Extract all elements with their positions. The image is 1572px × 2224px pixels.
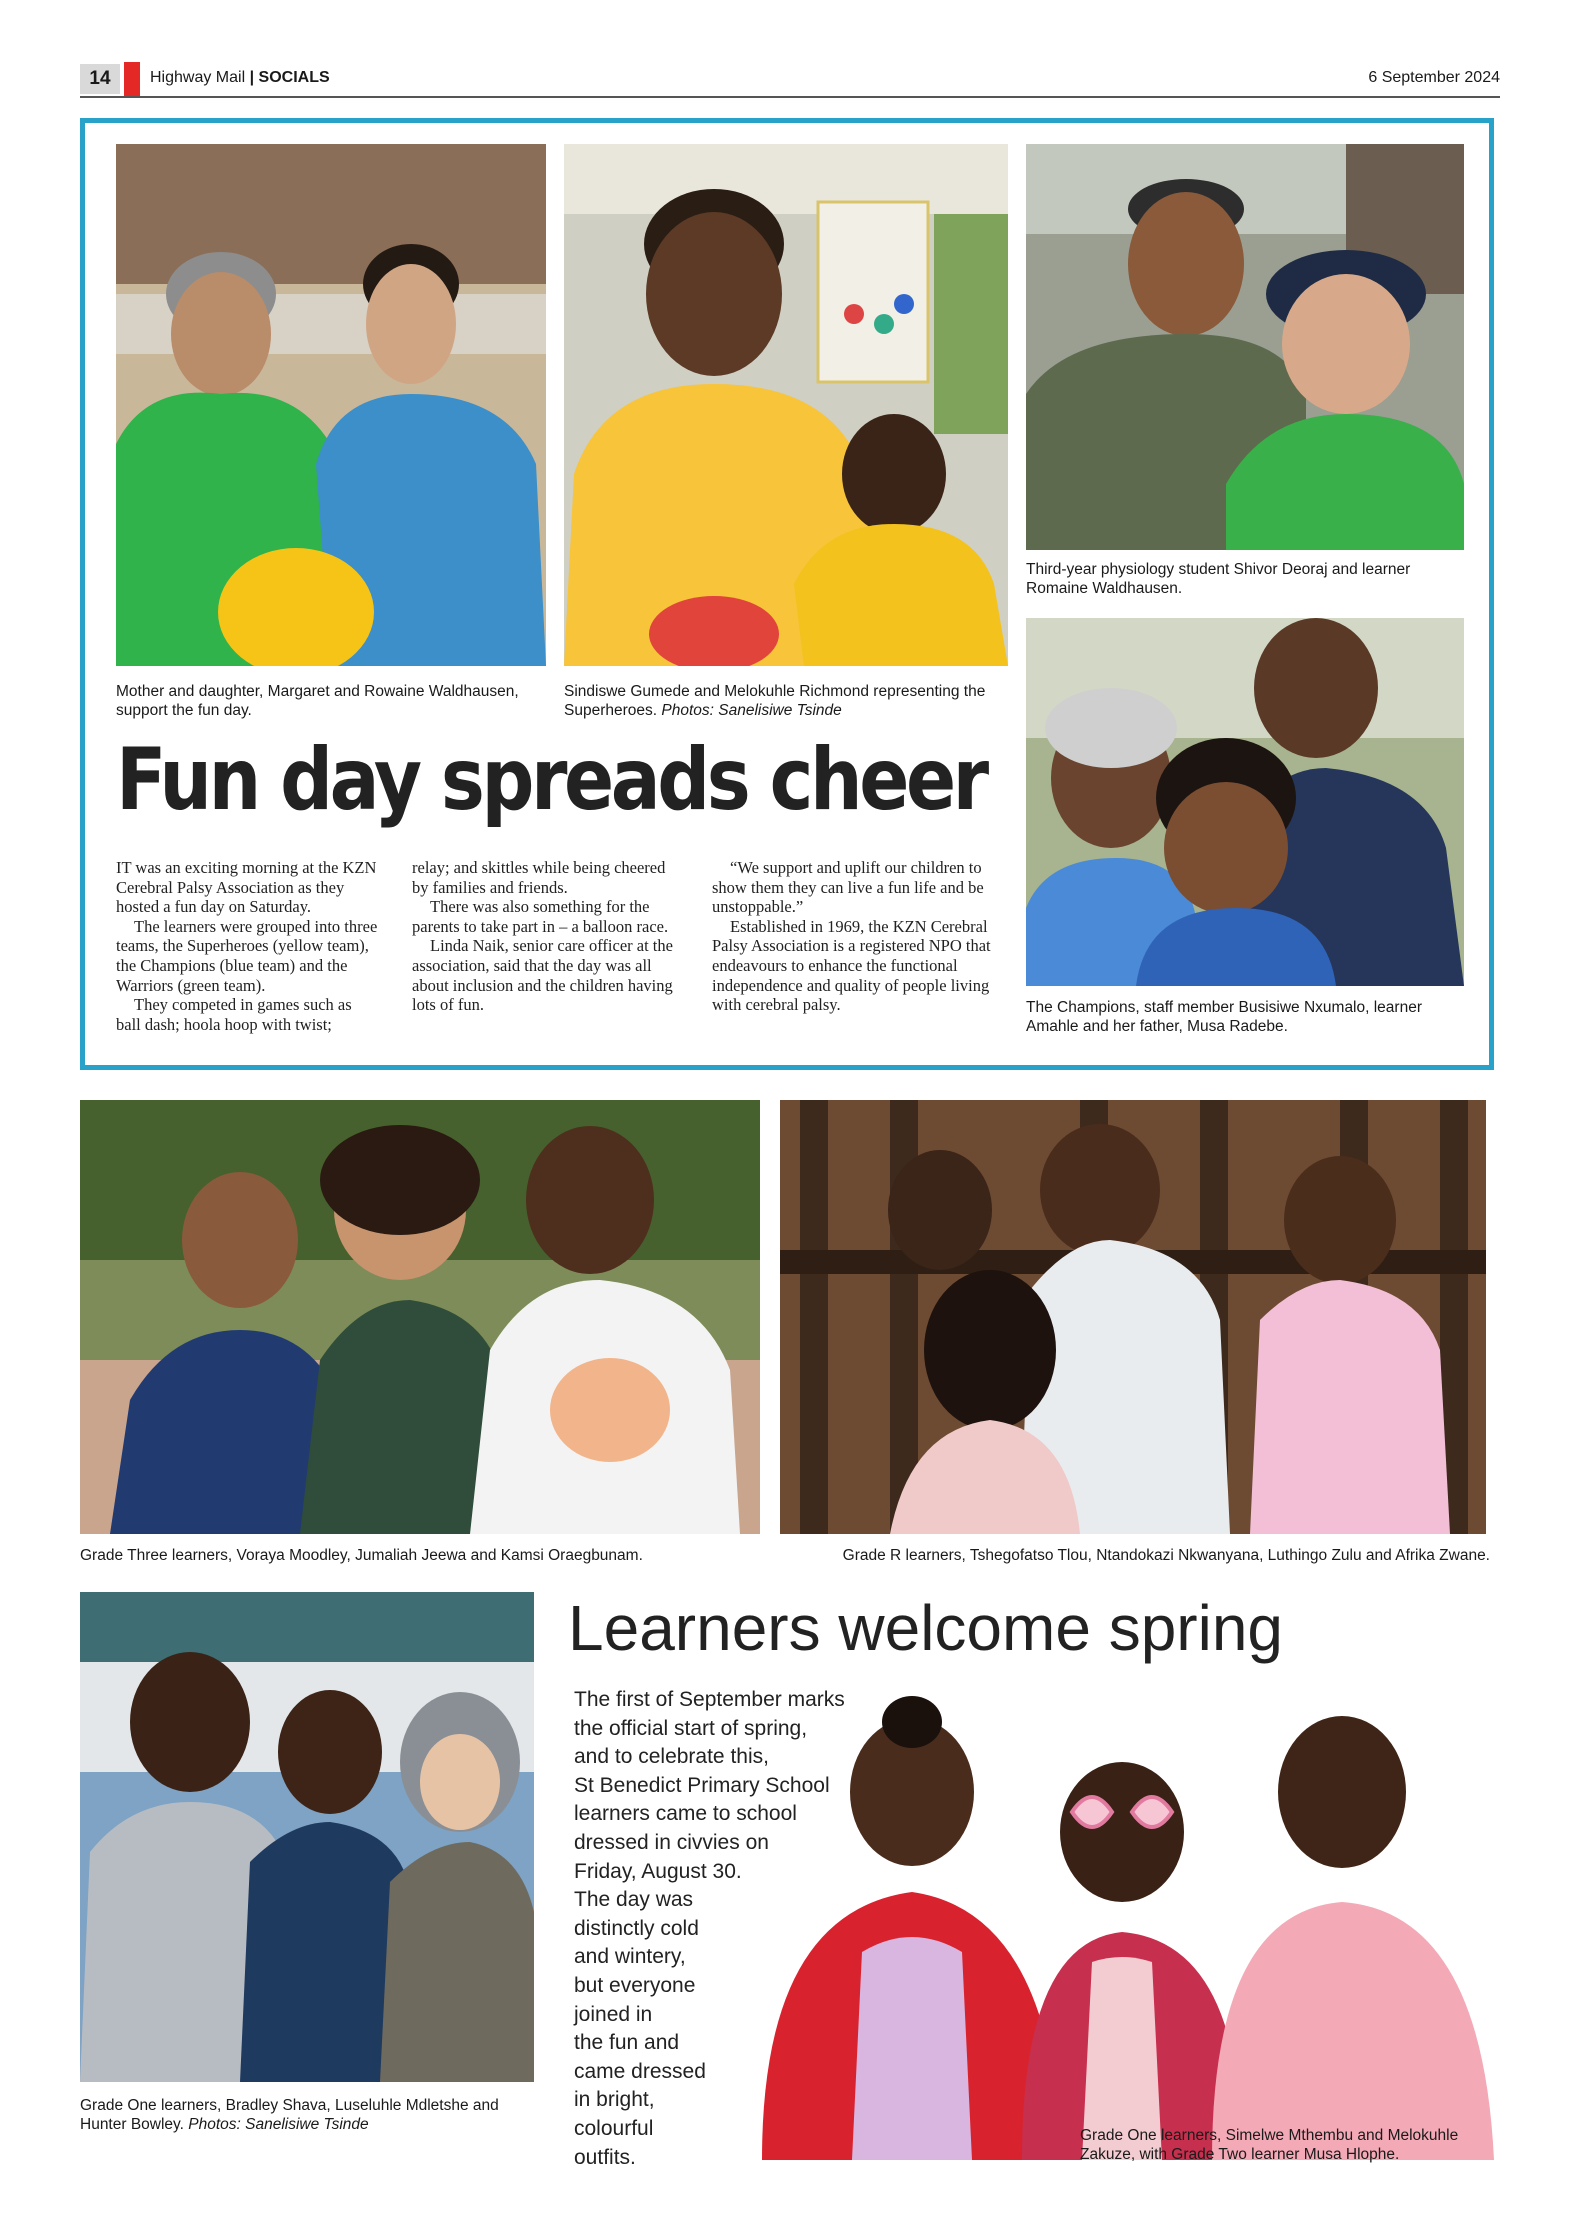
caption-superheroes-text: Sindiswe Gumede and Melokuhle Richmond representing the Superheroes. <box>564 683 986 719</box>
photo-grade-one-boys <box>80 1592 534 2082</box>
paragraph: There was also something for the parents to take part in – a balloon race. <box>412 897 669 936</box>
photo-credit: Photos: Sanelisiwe Tsinde <box>661 702 842 719</box>
spring-body-line: The first of September marks <box>574 1688 845 1711</box>
paragraph: The learners were grouped into three teams, the Superheroes (yellow team), the Champions (blue team) and the Warriors (green team). <box>116 916 378 995</box>
caption-grade-three: Grade Three learners, Voraya Moodley, Jumaliah Jeewa and Kamsi Oraegbunam. <box>80 1547 643 1564</box>
spring-body-line: and wintery, <box>574 1945 686 1969</box>
caption-grade-r: Grade R learners, Tshegofatso Tlou, Ntandokazi Nkwanyana, Luthingo Zulu and Afrika Zwane. <box>842 1547 1490 1564</box>
spring-body-line: and to celebrate this, <box>574 1745 769 1769</box>
spring-headline: Learners welcome spring <box>568 1592 1283 1664</box>
spring-body-line: distinctly cold <box>574 1916 699 1940</box>
paragraph: Established in 1969, the KZN Cerebral Palsy Association is a registered NPO that endeavours to enhance the functional independence and quality of people living with cerebral palsy. <box>712 916 991 1015</box>
caption-mother-daughter: Mother and daughter, Margaret and Rowaine Waldhausen, support the fun day. <box>116 683 519 719</box>
caption-grade-one-boys-text: Grade One learners, Bradley Shava, Luseluhle Mdletshe and Hunter Bowley. <box>80 2097 499 2133</box>
photo-physiology-student <box>1026 144 1464 550</box>
caption-physiology-student: Third-year physiology student Shivor Deoraj and learner Romaine Waldhausen. <box>1026 561 1411 597</box>
caption-grade-one-girls: Grade One learners, Simelwe Mthembu and Melokuhle Zakuze, with Grade Two learner Musa Hlophe. <box>1080 2127 1459 2163</box>
spring-body-line: in bright, <box>574 2088 655 2112</box>
spring-body-line: dressed in civvies on <box>574 1830 769 1854</box>
spring-body-line: came dressed <box>574 2059 706 2083</box>
spring-body-line: outfits. <box>574 2145 636 2169</box>
photo-champions <box>1026 618 1464 986</box>
paragraph: “We support and uplift our children to show them they can live a fun life and be unstoppable.” <box>712 858 984 917</box>
caption-superheroes <box>564 682 1008 720</box>
photo-grade-three <box>80 1100 760 1534</box>
spring-body-line: St Benedict Primary School <box>574 1773 830 1797</box>
publication-name: Highway Mail <box>150 69 246 86</box>
feature-headline: Fun day spreads cheer <box>116 730 986 830</box>
section-name: SOCIALS <box>258 69 330 86</box>
photo-credit: Photos: Sanelisiwe Tsinde <box>188 2116 369 2133</box>
running-head: Highway Mail | SOCIALS <box>150 69 330 86</box>
article-column-1 <box>116 858 380 1034</box>
section-marker <box>124 62 140 96</box>
spring-body-line: colourful <box>574 2116 654 2140</box>
spring-body-line: joined in <box>574 2002 653 2026</box>
paragraph: relay; and skittles while being cheered by families and friends. <box>412 858 666 897</box>
spring-body-line: the official start of spring, <box>574 1716 808 1740</box>
article-column-2 <box>412 858 680 1015</box>
spring-body-line: learners came to school <box>574 1802 797 1826</box>
spring-body-line: Friday, August 30. <box>574 1859 742 1883</box>
paragraph: They competed in games such as ball dash; hoola hoop with twist; <box>116 995 352 1034</box>
paragraph: Linda Naik, senior care officer at the association, said that the day was all about inclusion and the children having lots of fun. <box>412 936 673 1015</box>
spring-article-body <box>574 1686 894 2172</box>
spring-body-line: but everyone <box>574 1973 696 1997</box>
article-column-3 <box>712 858 998 1015</box>
spring-body-line: The day was <box>574 1888 694 1912</box>
spring-body-line: the fun and <box>574 2031 680 2055</box>
paragraph: IT was an exciting morning at the KZN Cerebral Palsy Association as they hosted a fun day on Saturday. <box>116 858 377 917</box>
header-rule <box>80 96 1500 98</box>
caption-champions: The Champions, staff member Busisiwe Nxumalo, learner Amahle and her father, Musa Radebe. <box>1026 999 1422 1035</box>
issue-date: 6 September 2024 <box>1368 69 1500 86</box>
photo-mother-daughter <box>116 144 546 666</box>
caption-grade-one-boys <box>80 2096 540 2134</box>
page-number: 14 <box>80 64 120 94</box>
photo-superheroes <box>564 144 1008 666</box>
photo-grade-r <box>780 1100 1486 1534</box>
